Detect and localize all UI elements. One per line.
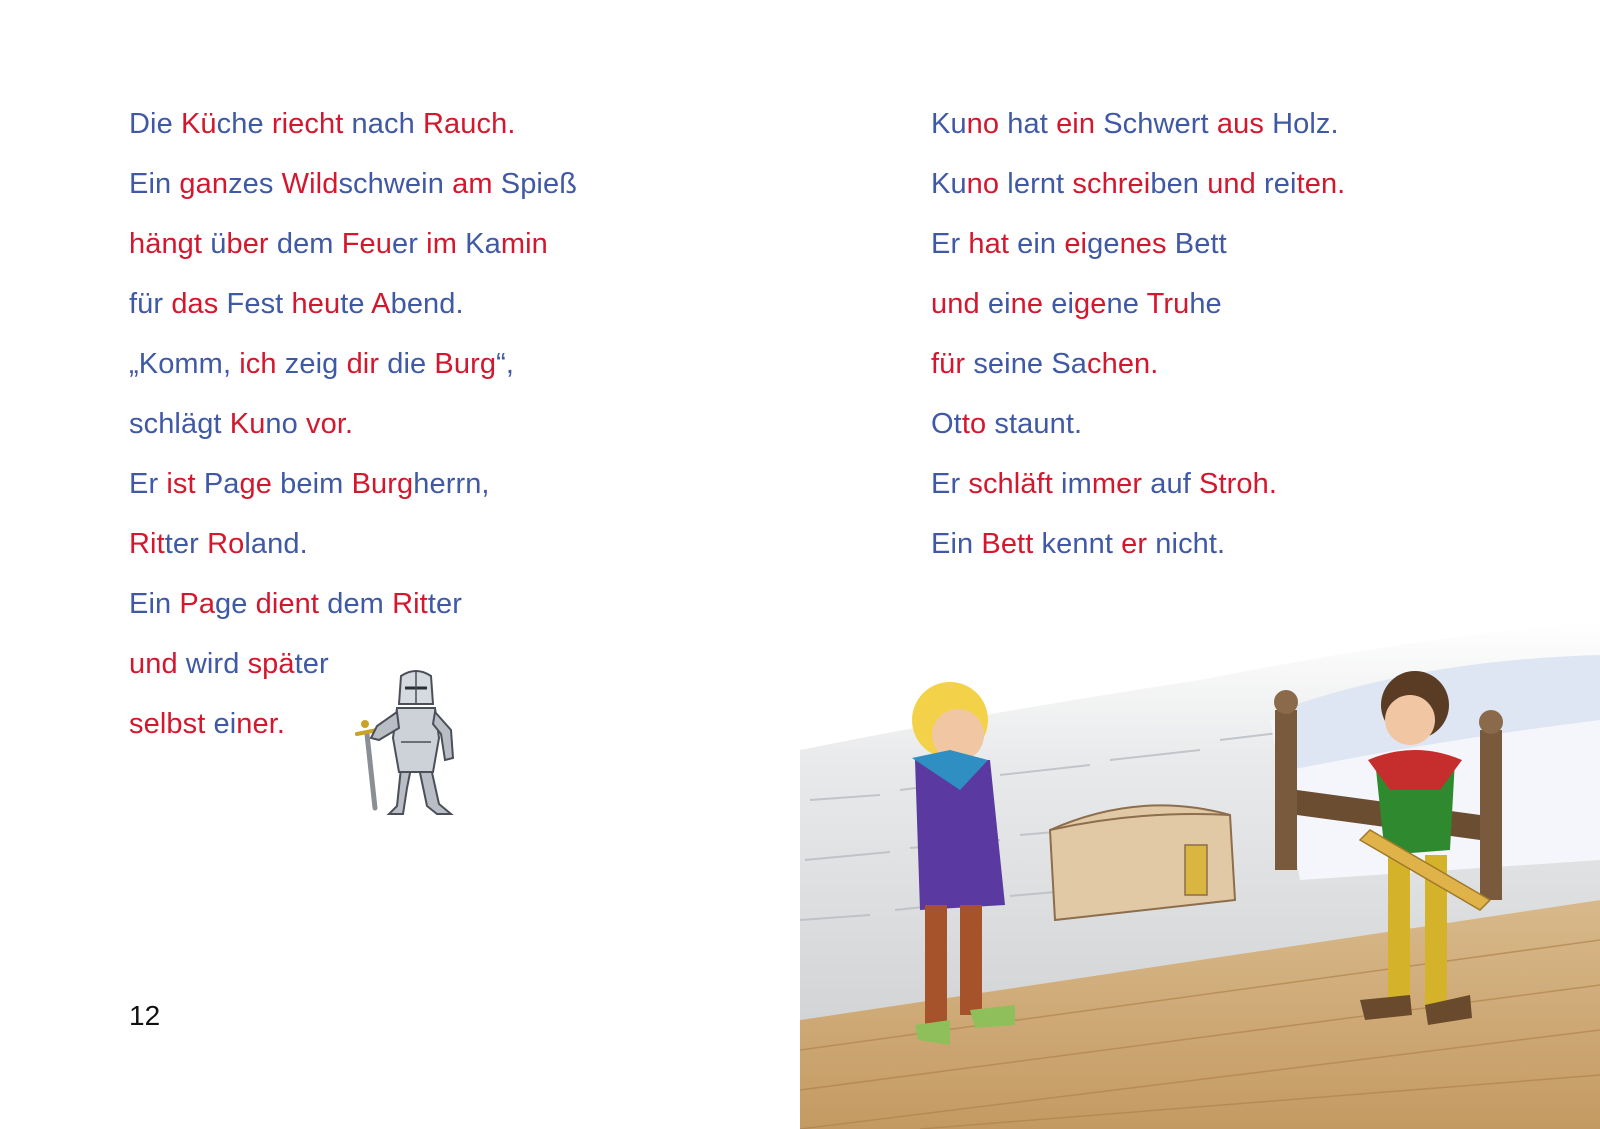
syllable: ne <box>1010 288 1052 320</box>
bedroom-scene-illustration <box>800 600 1600 1129</box>
syllable: ge <box>1074 288 1107 320</box>
syllable: im <box>426 228 457 260</box>
syllable: ein <box>1008 228 1065 260</box>
syllable: Pa <box>179 588 216 620</box>
syllable: auf <box>1142 468 1200 500</box>
syllable: hängt <box>129 228 203 260</box>
syllable: Stroh. <box>1199 468 1278 500</box>
syllable: Bett <box>1166 228 1227 260</box>
syllable: schwein <box>338 168 453 200</box>
syllable: für <box>931 348 966 380</box>
syllable: herrn, <box>413 468 490 500</box>
syllable: Burg <box>434 348 497 380</box>
story-line <box>129 464 577 524</box>
syllable: ter <box>294 648 329 680</box>
syllable: land. <box>244 528 308 560</box>
syllable: er <box>1121 528 1148 560</box>
syllable: ei <box>1051 288 1075 320</box>
syllable: Sa <box>1051 348 1087 380</box>
syllable: zeig <box>276 348 347 380</box>
syllable: Fest <box>218 288 292 320</box>
syllable: ei <box>979 288 1011 320</box>
syllable: no <box>966 168 1000 200</box>
knight-icon <box>353 668 473 828</box>
story-text-right <box>931 104 1345 584</box>
syllable: ge <box>215 588 256 620</box>
syllable: wird <box>177 648 248 680</box>
syllable: zes <box>228 168 282 200</box>
syllable: die <box>379 348 435 380</box>
syllable: schrei <box>1072 168 1151 200</box>
story-line <box>931 104 1345 164</box>
story-line <box>129 524 577 584</box>
story-line <box>931 524 1345 584</box>
story-line <box>129 164 577 224</box>
story-line <box>931 344 1345 404</box>
syllable: nes <box>1119 228 1167 260</box>
syllable: no <box>966 108 1000 140</box>
story-line <box>129 284 577 344</box>
syllable: selbst <box>129 708 206 740</box>
story-line <box>931 404 1345 464</box>
syllable: das <box>171 288 219 320</box>
syllable: Ku <box>229 408 266 440</box>
syllable: heu <box>291 288 341 320</box>
syllable: no <box>265 408 307 440</box>
syllable: aus <box>1216 108 1264 140</box>
syllable: riecht <box>271 108 344 140</box>
syllable: nach <box>343 108 423 140</box>
syllable: dir <box>346 348 380 380</box>
syllable: te <box>340 288 372 320</box>
syllable: Ot <box>931 408 962 440</box>
syllable: ist <box>166 468 196 500</box>
story-line <box>931 464 1345 524</box>
syllable: ter <box>427 588 462 620</box>
syllable: Feu <box>341 228 392 260</box>
syllable: beim <box>271 468 352 500</box>
story-line <box>129 404 577 464</box>
syllable: min <box>500 228 548 260</box>
syllable: vor. <box>306 408 354 440</box>
syllable: A <box>371 288 391 320</box>
syllable: “, <box>496 348 515 380</box>
syllable: ei <box>1064 228 1088 260</box>
syllable: Er <box>129 468 167 500</box>
syllable: ben <box>1150 168 1208 200</box>
syllable: rei <box>1255 168 1297 200</box>
story-line <box>931 284 1345 344</box>
syllable: gan <box>179 168 229 200</box>
page-number: 12 <box>129 1000 161 1031</box>
syllable: Ro <box>207 528 245 560</box>
syllable: Ku <box>931 108 967 140</box>
syllable: Rauch. <box>423 108 516 140</box>
syllable: ge <box>1087 228 1120 260</box>
syllable: Er <box>931 228 969 260</box>
syllable: ge <box>239 468 272 500</box>
syllable: Spieß <box>492 168 578 200</box>
syllable: Bett <box>981 528 1034 560</box>
syllable: für <box>129 288 172 320</box>
story-line <box>129 104 577 164</box>
syllable: im <box>1052 468 1092 500</box>
syllable: lernt <box>999 168 1073 200</box>
syllable: dient <box>255 588 320 620</box>
story-line <box>129 584 577 644</box>
syllable: ein <box>1056 108 1096 140</box>
syllable: ter <box>164 528 208 560</box>
syllable: mer <box>1091 468 1143 500</box>
syllable: Rit <box>129 528 165 560</box>
story-line <box>931 164 1345 224</box>
story-line <box>129 344 577 404</box>
syllable: Ein <box>129 588 180 620</box>
syllable: Holz. <box>1263 108 1339 140</box>
syllable: schlägt <box>129 408 230 440</box>
syllable: Ein <box>129 168 180 200</box>
syllable: am <box>452 168 493 200</box>
syllable: Wild <box>281 168 339 200</box>
syllable: ber <box>226 228 269 260</box>
syllable: staunt. <box>986 408 1083 440</box>
right-page <box>800 0 1600 1129</box>
syllable: Ein <box>931 528 982 560</box>
syllable: ich <box>239 348 277 380</box>
syllable: Ka <box>456 228 501 260</box>
syllable: Schwert <box>1095 108 1217 140</box>
syllable: und <box>129 648 178 680</box>
syllable: Ku <box>931 168 967 200</box>
syllable: kennt <box>1033 528 1122 560</box>
syllable: ne <box>1010 348 1052 380</box>
syllable: spä <box>247 648 295 680</box>
syllable: Er <box>931 468 969 500</box>
syllable: Tru <box>1146 288 1190 320</box>
syllable: chen. <box>1086 348 1159 380</box>
story-line <box>931 224 1345 284</box>
syllable: nicht. <box>1147 528 1226 560</box>
syllable: er <box>392 228 427 260</box>
syllable: hat <box>999 108 1057 140</box>
syllable: to <box>961 408 987 440</box>
syllable: Rit <box>392 588 428 620</box>
syllable: ne <box>1106 288 1147 320</box>
syllable: ten. <box>1296 168 1346 200</box>
syllable: Die <box>129 108 181 140</box>
story-text-left <box>129 104 577 764</box>
syllable: dem <box>319 588 393 620</box>
syllable: che <box>216 108 272 140</box>
syllable: he <box>1189 288 1222 320</box>
syllable: ner. <box>236 708 286 740</box>
syllable: Kü <box>180 108 217 140</box>
syllable: und <box>931 288 980 320</box>
syllable: und <box>1207 168 1256 200</box>
syllable: Burg <box>351 468 414 500</box>
syllable: „Komm, <box>129 348 240 380</box>
syllable: schläft <box>968 468 1053 500</box>
syllable: bend. <box>390 288 464 320</box>
syllable: Pa <box>195 468 240 500</box>
syllable: hat <box>968 228 1009 260</box>
syllable: dem <box>268 228 342 260</box>
syllable: sei <box>965 348 1011 380</box>
syllable: ei <box>205 708 237 740</box>
syllable: ü <box>202 228 227 260</box>
story-line <box>129 224 577 284</box>
